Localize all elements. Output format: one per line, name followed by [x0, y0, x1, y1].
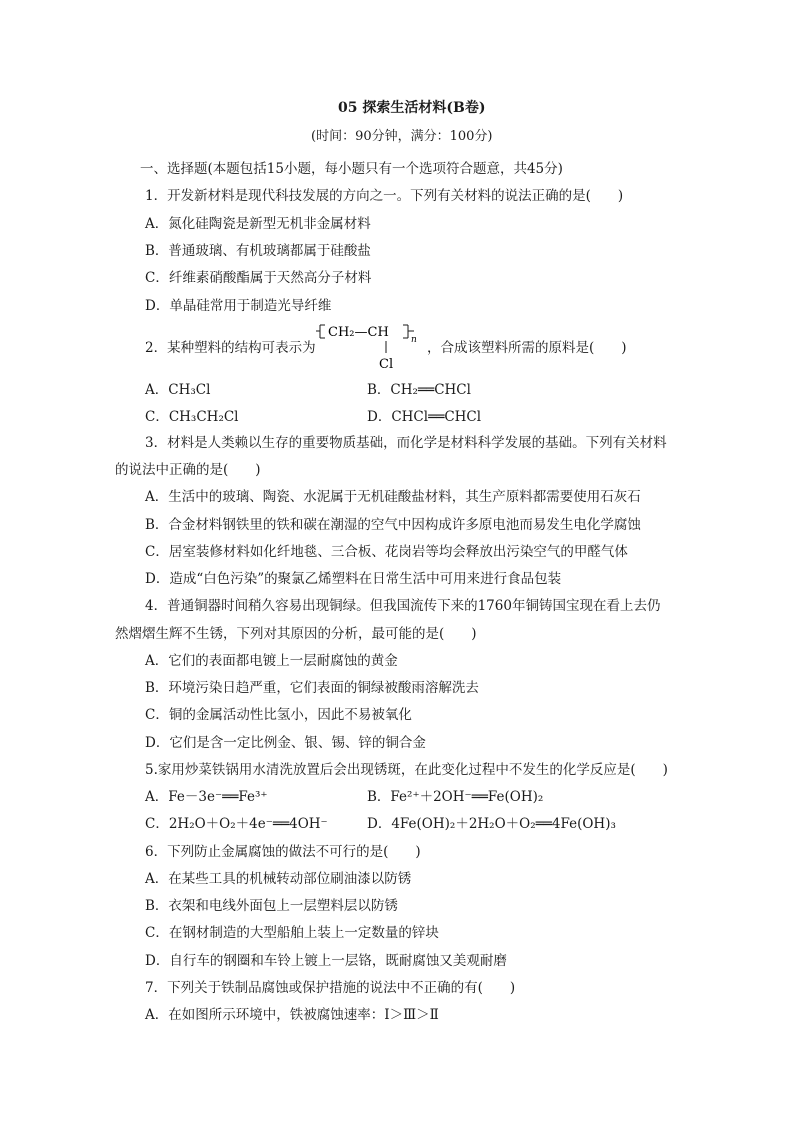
question-5-option-c: C．2H₂O＋O₂＋4e⁻══4OH⁻	[145, 816, 328, 832]
question-5-option-b: B．Fe²⁺＋2OH⁻══Fe(OH)₂	[367, 789, 544, 805]
question-3-stem-line2: 的说法中正确的是( )	[115, 462, 261, 478]
question-6-option-a: A．在某些工具的机械转动部位刷油漆以防锈	[145, 871, 412, 887]
question-3-option-c: C．居室装修材料如化纤地毯、三合板、花岗岩等均会释放出污染空气的甲醛气体	[145, 544, 628, 560]
question-4-stem-line1: 4．普通铜器时间稍久容易出现铜绿。但我国流传下来的1760年铜铸国宝现在看上去仍	[145, 598, 661, 614]
document-title: 05 探索生活材料(B卷)	[338, 100, 486, 116]
formula-svg	[316, 320, 424, 372]
question-4-stem-line2: 然熠熠生辉不生锈，下列对其原因的分析，最可能的是( )	[115, 626, 477, 642]
question-5-option-d: D．4Fe(OH)₂＋2H₂O＋O₂══4Fe(OH)₃	[367, 816, 616, 832]
question-1-option-d: D．单晶硅常用于制造光导纤维	[145, 298, 332, 314]
formula-cl-substituent: Cl	[379, 357, 394, 372]
formula-n-subscript: n	[411, 335, 417, 345]
question-4-option-d: D．它们是含一定比例金、银、锡、锌的铜合金	[145, 735, 426, 751]
question-3-option-a: A．生活中的玻璃、陶瓷、水泥属于无机硅酸盐材料，其生产原料都需要使用石灰石	[145, 489, 641, 505]
question-2-option-d: D．CHCl══CHCl	[367, 409, 482, 425]
question-3-stem-line1: 3．材料是人类赖以生存的重要物质基础，而化学是材料科学发展的基础。下列有关材料	[145, 435, 667, 451]
question-2-option-c: C．CH₃CH₂Cl	[145, 409, 239, 425]
question-2-stem-pre: 2．某种塑料的结构可表示为	[145, 340, 316, 356]
question-4-option-b: B．环境污染日趋严重，它们表面的铜绿被酸雨溶解洗去	[145, 680, 479, 696]
question-4-option-a: A．它们的表面都电镀上一层耐腐蚀的黄金	[145, 653, 398, 669]
formula-main-text: CH₂—CH	[328, 325, 389, 340]
question-3-option-d: D．造成“白色污染”的聚氯乙烯塑料在日常生活中可用来进行食品包装	[145, 571, 562, 587]
question-1-option-c: C．纤维素硝酸酯属于天然高分子材料	[145, 270, 372, 286]
question-7-option-a: A．在如图所示环境中，铁被腐蚀速率：Ⅰ＞Ⅲ＞Ⅱ	[145, 1007, 439, 1023]
question-2-option-a: A．CH₃Cl	[145, 382, 211, 398]
document-subtitle: (时间：90分钟，满分：100分)	[311, 129, 493, 144]
question-5-stem: 5.家用炒菜铁锅用水清洗放置后会出现锈斑，在此变化过程中不发生的化学反应是( )	[145, 762, 668, 778]
question-2-option-b: B．CH₂══CHCl	[367, 382, 471, 398]
question-4-option-c: C．铜的金属活动性比氢小，因此不易被氧化	[145, 707, 412, 723]
question-6-option-b: B．衣架和电线外面包上一层塑料层以防锈	[145, 898, 398, 914]
section-heading: 一、选择题(本题包括15小题，每小题只有一个选项符合题意，共45分)	[140, 161, 563, 177]
polymer-structure-formula	[316, 320, 424, 372]
question-3-option-b: B．合金材料钢铁里的铁和碳在潮湿的空气中因构成许多原电池而易发生电化学腐蚀	[145, 517, 641, 533]
question-6-stem: 6．下列防止金属腐蚀的做法不可行的是( )	[145, 844, 421, 860]
question-1-option-b: B．普通玻璃、有机玻璃都属于硅酸盐	[145, 243, 371, 259]
question-1-option-a: A．氮化硅陶瓷是新型无机非金属材料	[145, 216, 371, 232]
question-6-option-d: D．自行车的钢圈和车铃上镀上一层铬，既耐腐蚀又美观耐磨	[145, 953, 507, 969]
question-6-option-c: C．在钢材制造的大型船舶上装上一定数量的锌块	[145, 925, 439, 941]
question-2-stem-post: ，合成该塑料所需的原料是( )	[427, 340, 627, 356]
question-7-stem: 7．下列关于铁制品腐蚀或保护措施的说法中不正确的有( )	[145, 980, 516, 996]
question-5-option-a: A．Fe－3e⁻══Fe³⁺	[145, 789, 268, 805]
question-1-stem: 1．开发新材料是现代科技发展的方向之一。下列有关材料的说法正确的是( )	[145, 188, 624, 204]
